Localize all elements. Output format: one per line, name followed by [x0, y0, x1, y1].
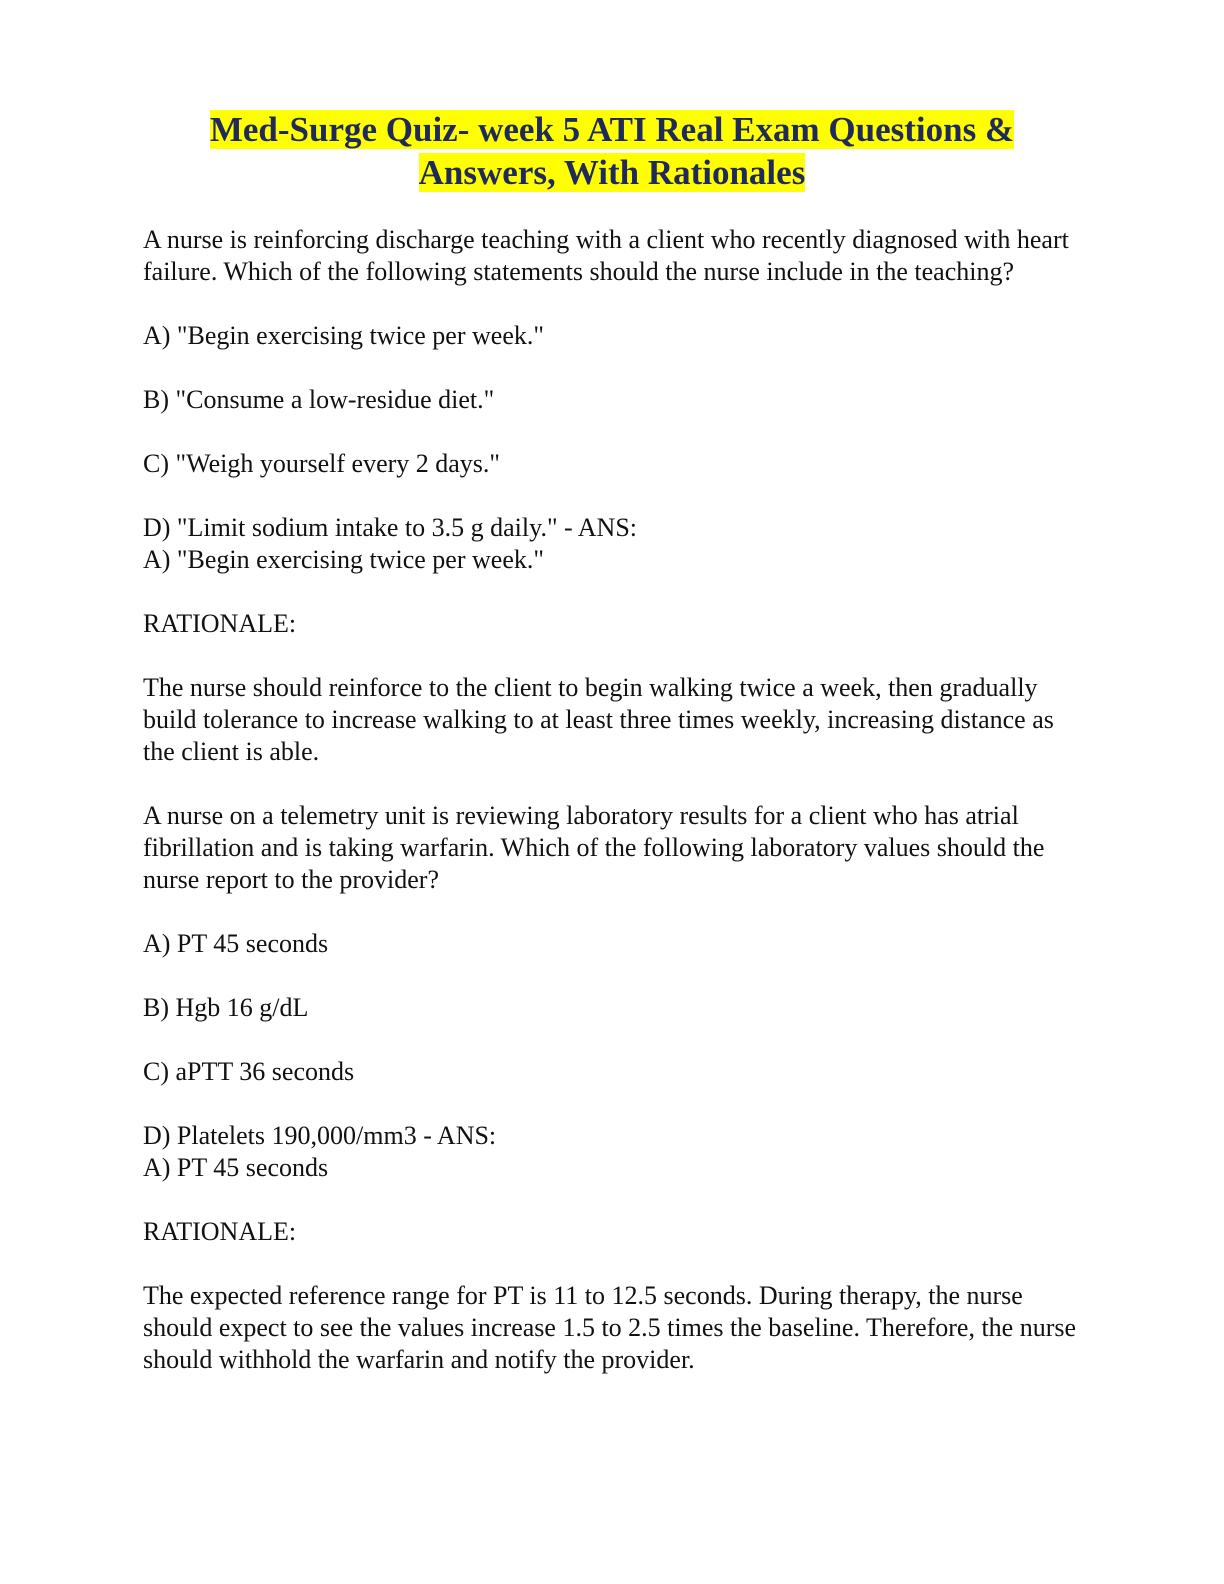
- question-stem: A nurse is reinforcing discharge teaching with a client who recently diagnosed with heart failure. Which of the following statements should the nurse include in the teaching?: [143, 225, 1069, 286]
- title-line-2: Answers, With Rationales: [418, 153, 806, 192]
- answer-option: C) "Weigh yourself every 2 days.": [143, 449, 501, 478]
- rationale-text: The nurse should reinforce to the client to begin walking twice a week, then gradually build tolerance to increase walking to at least three times weekly, increasing distance as the client is able.: [143, 673, 1054, 766]
- rationale-label: RATIONALE:: [143, 1217, 297, 1246]
- answer-option: D) Platelets 190,000/mm3 - ANS:: [143, 1121, 497, 1150]
- answer-option: B) "Consume a low-residue diet.": [143, 385, 495, 414]
- answer-option: A) "Begin exercising twice per week.": [143, 321, 544, 350]
- rationale-text: The expected reference range for PT is 11 to 12.5 seconds. During therapy, the nurse should expect to see the values increase 1.5 to 2.5 times the baseline. Therefore, the nurse should withhold the warfarin and notify the provider.: [143, 1281, 1077, 1374]
- answer-option: A) PT 45 seconds: [143, 929, 329, 958]
- document-body: [143, 224, 1083, 1408]
- question-stem: A nurse on a telemetry unit is reviewing laboratory results for a client who has atrial fibrillation and is taking warfarin. Which of the following laboratory values should the nurse report to the provider?: [143, 801, 1045, 894]
- answer-option: D) "Limit sodium intake to 3.5 g daily." - ANS:: [143, 513, 638, 542]
- correct-answer: A) "Begin exercising twice per week.": [143, 545, 544, 574]
- answer-option: B) Hgb 16 g/dL: [143, 993, 309, 1022]
- document-title: [120, 108, 1104, 194]
- correct-answer: A) PT 45 seconds: [143, 1153, 329, 1182]
- title-line-1: Med-Surge Quiz- week 5 ATI Real Exam Questions &: [209, 110, 1015, 149]
- answer-option: C) aPTT 36 seconds: [143, 1057, 355, 1086]
- rationale-label: RATIONALE:: [143, 609, 297, 638]
